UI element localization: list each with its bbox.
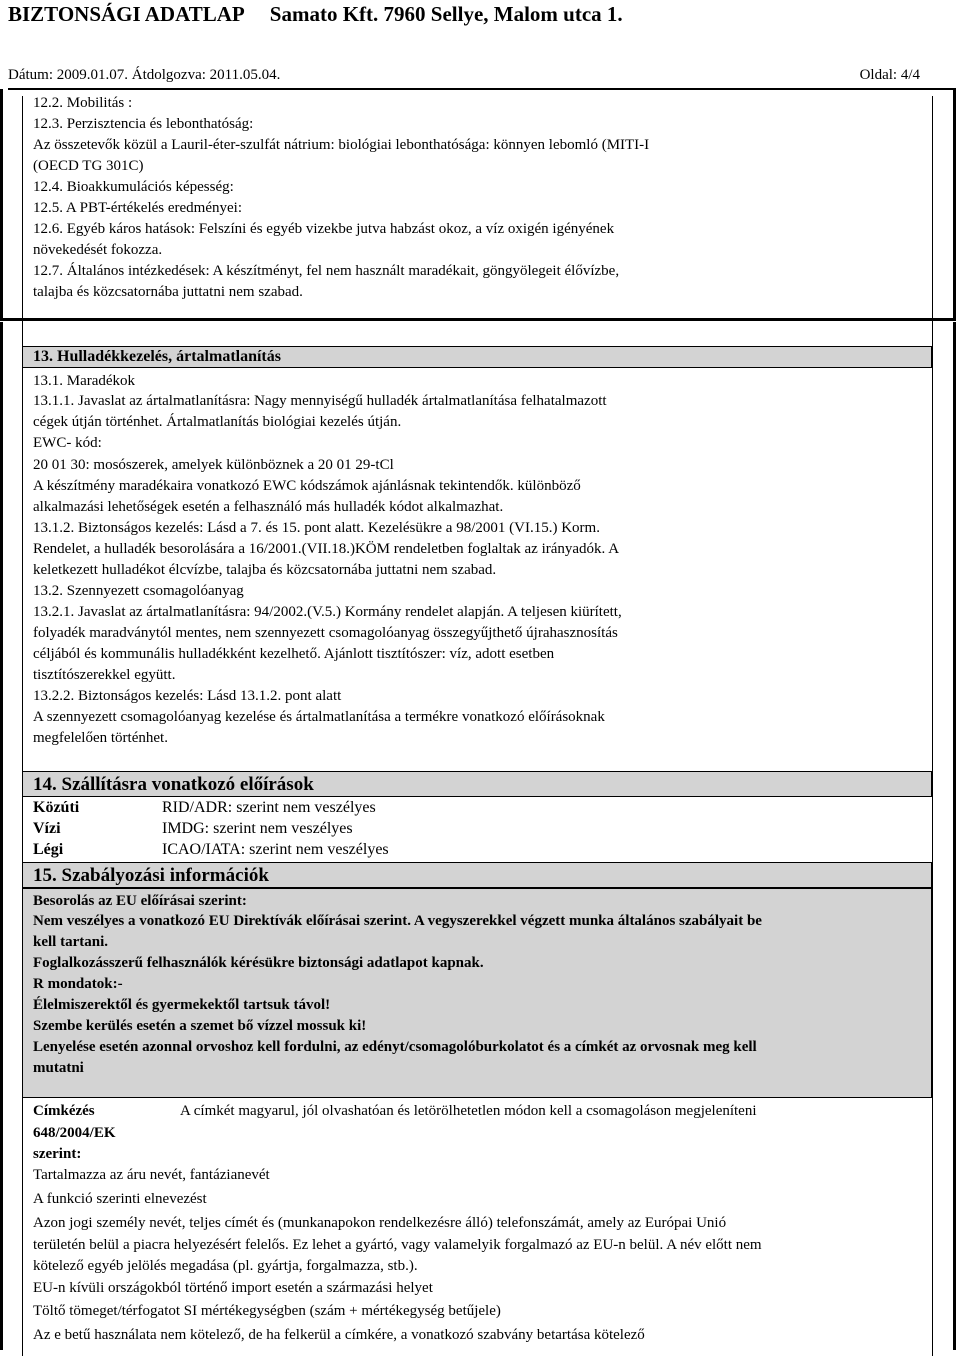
text-line: 12.7. Általános intézkedések: A készítményt, fel nem használt maradékait, göngyölegeit élővízbe, <box>33 263 620 279</box>
text-line: Az e betű használata nem kötelező, de ha felkerül a címkére, a vonatkozó szabvány betartása kötelező <box>33 1327 645 1343</box>
label-text: A címkét magyarul, jól olvashatóan és letörölhetetlen módon kell a csomagoláson megjeleníteni <box>180 1103 757 1119</box>
header-date: Dátum: 2009.01.07. Átdolgozva: 2011.05.04. <box>8 67 281 83</box>
text-line: Szembe kerülés esetén a szemet bő vízzel mossuk ki! <box>33 1018 367 1034</box>
text-line: Nem veszélyes a vonatkozó EU Direktívák előírásai szerint. A vegyszerekkel végzett munka általános szabályait be <box>33 913 762 929</box>
text-line: Foglalkozásszerű felhasználók kérésükre biztonsági adatlapot kapnak. <box>33 955 484 971</box>
text-line: Tartalmazza az áru nevét, fantázianevét <box>33 1167 270 1183</box>
text-line: cégek útján történhet. Ártalmatlanítás biológiai kezelés útján. <box>33 414 402 430</box>
transport-value: IMDG: szerint nem veszélyes <box>162 820 353 837</box>
text-line: 13.2. Szennyezett csomagolóanyag <box>33 583 244 599</box>
text-line: növekedését fokozza. <box>33 242 163 258</box>
text-line: R mondatok:- <box>33 976 123 992</box>
label-heading: Címkézés <box>33 1103 95 1119</box>
text-line: kötelező egyéb jelölés megadása (pl. gyártja, forgalmazza, stb.). <box>33 1258 418 1274</box>
text-line: 12.3. Perzisztencia és lebonthatóság: <box>33 116 254 132</box>
text-line: mutatni <box>33 1060 84 1076</box>
text-line: 13.2.2. Biztonságos kezelés: Lásd 13.1.2. pont alatt <box>33 688 342 704</box>
text-line: 12.2. Mobilitás : <box>33 95 133 111</box>
text-line: Besorolás az EU előírásai szerint: <box>33 893 247 909</box>
text-line: EU-n kívüli országokból történő import esetén a származási helyet <box>33 1280 433 1296</box>
text-line: 12.5. A PBT-értékelés eredményei: <box>33 200 242 216</box>
text-line: területén belül a piacra helyezésért felelős. Ez lehet a gyártó, vagy valamelyik forgalmazó az EU-n belül. A név előtt nem <box>33 1237 762 1253</box>
text-line: EWC- kód: <box>33 435 102 451</box>
text-line: A készítmény maradékaira vonatkozó EWC kódszámok ajánlásnak tekintendők. különböző <box>33 478 581 494</box>
text-line: Rendelet, a hulladék besorolására a 16/2001.(VII.18.)KÖM rendeletben foglaltak az irányadók. A <box>33 541 620 557</box>
inner-rule-left <box>22 96 23 1356</box>
text-line: megfelelően történhet. <box>33 730 168 746</box>
text-line: folyadék maradványtól mentes, nem szennyezett csomagolóanyag összegyűjthető újrahasznosítás <box>33 625 618 641</box>
header-title: BIZTONSÁGI ADATLAP Samato Kft. 7960 Sellye, Malom utca 1. <box>8 2 623 26</box>
transport-label: Légi <box>33 841 64 858</box>
section-14-heading: 14. Szállításra vonatkozó előírások <box>22 771 932 797</box>
transport-label: Közúti <box>33 799 80 816</box>
text-line: 12.6. Egyéb káros hatások: Felszíni és egyéb vizekbe jutva habzást okoz, a víz oxigén igényének <box>33 221 615 237</box>
header-page-number: Oldal: 4/4 <box>859 67 920 83</box>
text-line: kell tartani. <box>33 934 108 950</box>
section-15-heading: 15. Szabályozási információk <box>22 862 932 888</box>
text-line: A funkció szerinti elnevezést <box>33 1191 207 1207</box>
label-heading: 648/2004/EK <box>33 1125 116 1141</box>
transport-value: ICAO/IATA: szerint nem veszélyes <box>162 841 389 858</box>
transport-label: Vízi <box>33 820 61 837</box>
text-line: talajba és közcsatornába juttatni nem szabad. <box>33 284 303 300</box>
section-13-heading: 13. Hulladékkezelés, ártalmatlanítás <box>22 346 932 368</box>
inner-rule-right <box>932 96 933 1356</box>
text-line: Élelmiszerektől és gyermekektől tartsuk távol! <box>33 997 331 1013</box>
text-line: Az összetevők közül a Lauril-éter-szulfát nátrium: biológiai lebonthatósága: könnyen lebomló (MITI-I <box>33 137 650 153</box>
text-line: 13.1.2. Biztonságos kezelés: Lásd a 7. és 15. pont alatt. Kezelésükre a 98/2001 (VI.15.) Korm. <box>33 520 600 536</box>
text-line: 20 01 30: mosószerek, amelyek különböznek a 20 01 29-tCl <box>33 457 394 473</box>
text-line: alkalmazási lehetőségek esetén a felhasználó más hulladék kódot alkalmazhat. <box>33 499 504 515</box>
text-line: tisztítószerekkel együtt. <box>33 667 176 683</box>
text-line: 13.2.1. Javaslat az ártalmatlanításra: 94/2002.(V.5.) Kormány rendelet alapján. A teljesen kiürített, <box>33 604 622 620</box>
label-heading: szerint: <box>33 1146 82 1162</box>
text-line: (OECD TG 301C) <box>33 158 144 174</box>
transport-value: RID/ADR: szerint nem veszélyes <box>162 799 376 816</box>
text-line: Lenyelése esetén azonnal orvoshoz kell fordulni, az edényt/csomagolóburkolatot és a címkét az orvosnak meg kell <box>33 1039 757 1055</box>
text-line: 13.1.1. Javaslat az ártalmatlanításra: Nagy mennyiségű hulladék ártalmatlanítása felhatalmazott <box>33 393 607 409</box>
text-line: keletkezett hulladékot élcvízbe, talajba és közcsatornába juttatni nem szabad. <box>33 562 497 578</box>
text-line: céljából és kommunális hulladékként kezelhető. Ajánlott tisztítószer: víz, adott esetben <box>33 646 555 662</box>
text-line: Azon jogi személy nevét, teljes címét és (munkanapokon rendelkezésre álló) telefonszámát, amely az Európai Unió <box>33 1215 727 1231</box>
text-line: 13.1. Maradékok <box>33 373 136 389</box>
text-line: A szennyezett csomagolóanyag kezelése és ártalmatlanítása a termékre vonatkozó előírásoknak <box>33 709 605 725</box>
text-line: 12.4. Bioakkumulációs képesség: <box>33 179 234 195</box>
text-line: Töltő tömeget/térfogatot SI mértékegységben (szám + mértékegység betűjele) <box>33 1303 501 1319</box>
